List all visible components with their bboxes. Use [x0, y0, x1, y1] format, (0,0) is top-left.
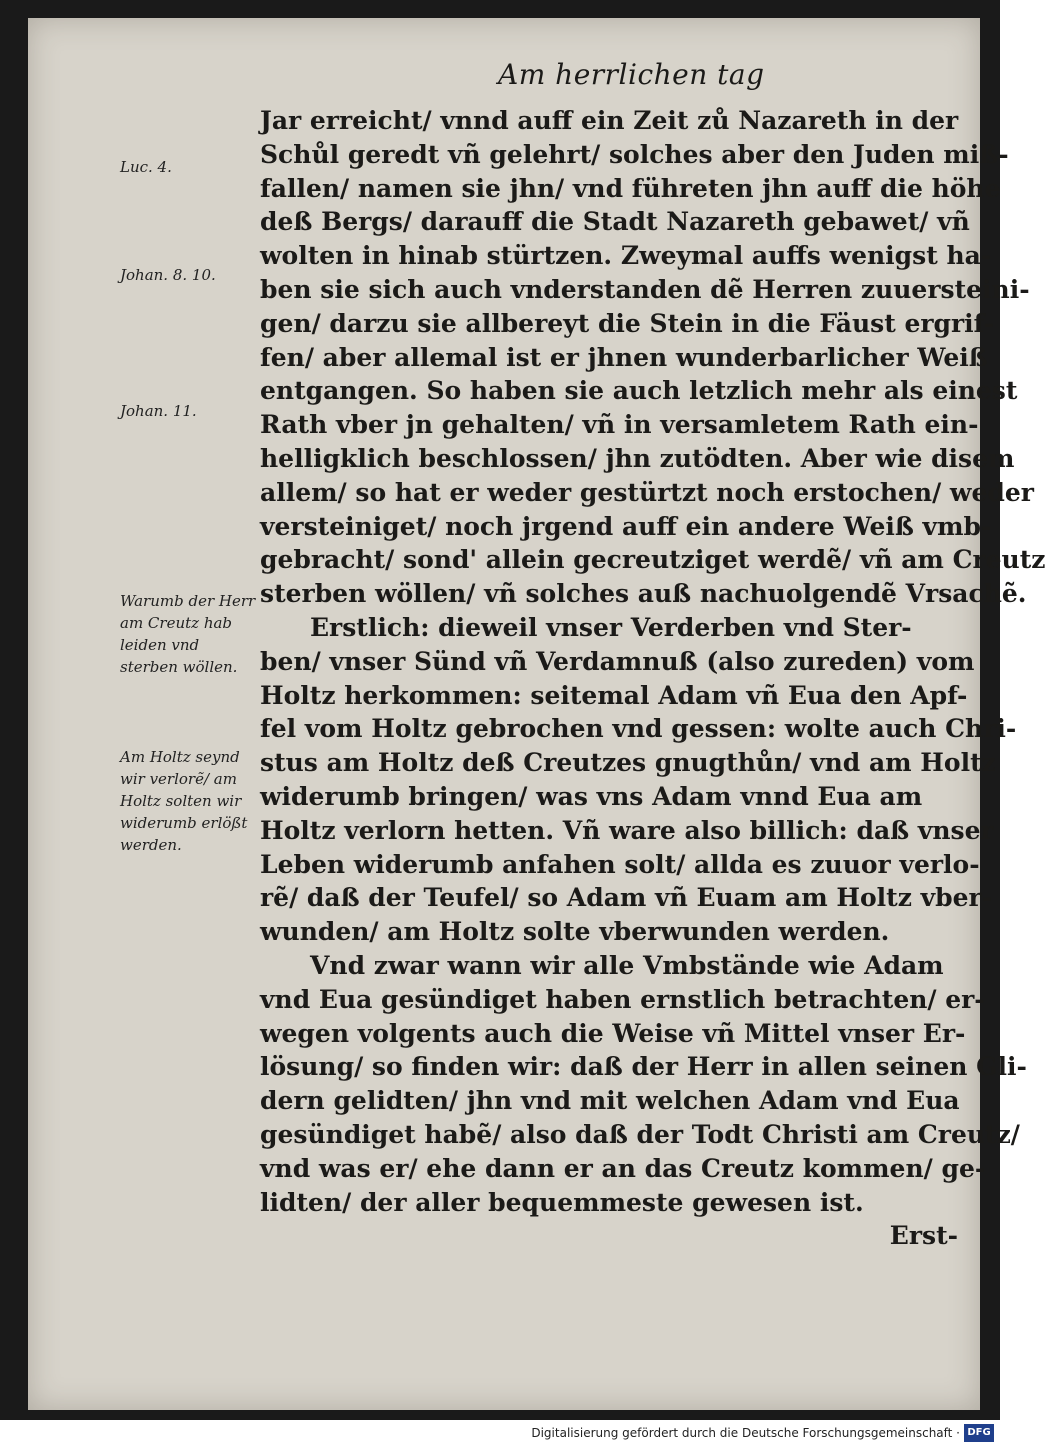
- body-text: [260, 104, 1045, 1253]
- text-line: Schůl geredt vñ gelehrt/ solches aber den Juden miß-: [260, 139, 1009, 169]
- text-line: deß Bergs/ darauff die Stadt Nazareth gebawet/ vñ: [260, 207, 970, 237]
- text-line: ben sie sich auch vnderstanden dẽ Herren zuuersteini-: [260, 274, 1030, 304]
- text-line: gesündiget habẽ/ also daß der Todt Christi am Creutz/: [260, 1119, 1020, 1149]
- footer-bar: [0, 1420, 1000, 1448]
- text-line: Erstlich: dieweil vnser Verderben vnd Ster-: [310, 612, 912, 642]
- text-line: gebracht/ sond' allein gecreutziget werdẽ/ vñ am Creutz: [260, 545, 1045, 575]
- text-line: fallen/ namen sie jhn/ vnd führeten jhn auff die höhe: [260, 173, 1001, 203]
- text-line: entgangen. So haben sie auch letzlich mehr als einest: [260, 376, 1018, 406]
- text-line: widerumb bringen/ was vns Adam vnnd Eua am: [260, 781, 923, 811]
- text-line: fel vom Holtz gebrochen vnd gessen: wolte auch Chri-: [260, 714, 1017, 744]
- text-line: vnd Eua gesündiget haben ernstlich betrachten/ er-: [260, 984, 985, 1014]
- text-line: Rath vber jn gehalten/ vñ in versamletem Rath ein-: [260, 410, 979, 440]
- text-line: lidten/ der aller bequemmeste gewesen ist.: [260, 1187, 864, 1217]
- text-line: rẽ/ daß der Teufel/ so Adam vñ Euam am Holtz vber-: [260, 883, 993, 913]
- text-line: wolten in hinab stürtzen. Zweymal auffs wenigst ha-: [260, 241, 992, 271]
- margin-note-johan-8: Johan. 8. 10.: [120, 266, 216, 284]
- text-line: fen/ aber allemal ist er jhnen wunderbarlicher Weiß: [260, 342, 988, 372]
- book-page: [28, 18, 1045, 1410]
- text-line: Leben widerumb anfahen solt/ allda es zuuor verlo-: [260, 849, 980, 879]
- margin-note-holtz: Am Holtz seynd wir verlorẽ/ am Holtz solten wir widerumb erlößt werden.: [120, 748, 248, 854]
- text-line: vnd was er/ ehe dann er an das Creutz kommen/ ge-: [260, 1153, 986, 1183]
- text-line: ben/ vnser Sünd vñ Verdamnuß (also zureden) vom: [260, 646, 975, 676]
- text-line: gen/ darzu sie allbereyt die Stein in die Fäust ergrif-: [260, 308, 994, 338]
- text-line: dern gelidten/ jhn vnd mit welchen Adam vnd Eua: [260, 1086, 960, 1116]
- text-line: lösung/ so finden wir: daß der Herr in allen seinen Gli-: [260, 1052, 1027, 1082]
- margin-note-warumb: Warumb der Herr am Creutz hab leiden vnd sterben wöllen.: [120, 592, 256, 676]
- text-line: Vnd zwar wann wir alle Vmbstände wie Adam: [310, 950, 944, 980]
- text-line: wegen volgents auch die Weise vñ Mittel vnser Er-: [260, 1018, 966, 1048]
- margin-note-johan-11: Johan. 11.: [120, 402, 197, 420]
- text-line: helligklich beschlossen/ jhn zutödten. Aber wie disem: [260, 443, 1015, 473]
- text-line: Holtz herkommen: seitemal Adam vñ Eua den Apf-: [260, 680, 968, 710]
- text-line: versteiniget/ noch jrgend auff ein andere Weiß vmb-: [260, 511, 992, 541]
- text-line: allem/ so hat er weder gestürtzt noch erstochen/ weder: [260, 477, 1034, 507]
- text-line: stus am Holtz deß Creutzes gnugthůn/ vnd am Holtz: [260, 748, 996, 778]
- catchword: Erst-: [889, 1221, 958, 1251]
- dfg-logo-icon: DFG: [964, 1424, 994, 1442]
- margin-note-luc: Luc. 4.: [120, 158, 172, 176]
- text-line: Jar erreicht/ vnnd auff ein Zeit zů Nazareth in der: [260, 106, 959, 135]
- text-line: wunden/ am Holtz solte vberwunden werden.: [260, 917, 890, 947]
- text-line: sterben wöllen/ vñ solches auß nachuolgendẽ Vrsachẽ.: [260, 579, 1027, 609]
- running-head: Am herrlichen tag: [498, 58, 765, 91]
- funding-credit: Digitalisierung gefördert durch die Deutsche Forschungsgemeinschaft ·: [531, 1426, 960, 1440]
- text-line: Holtz verlorn hetten. Vñ ware also billich: daß vnser: [260, 815, 994, 845]
